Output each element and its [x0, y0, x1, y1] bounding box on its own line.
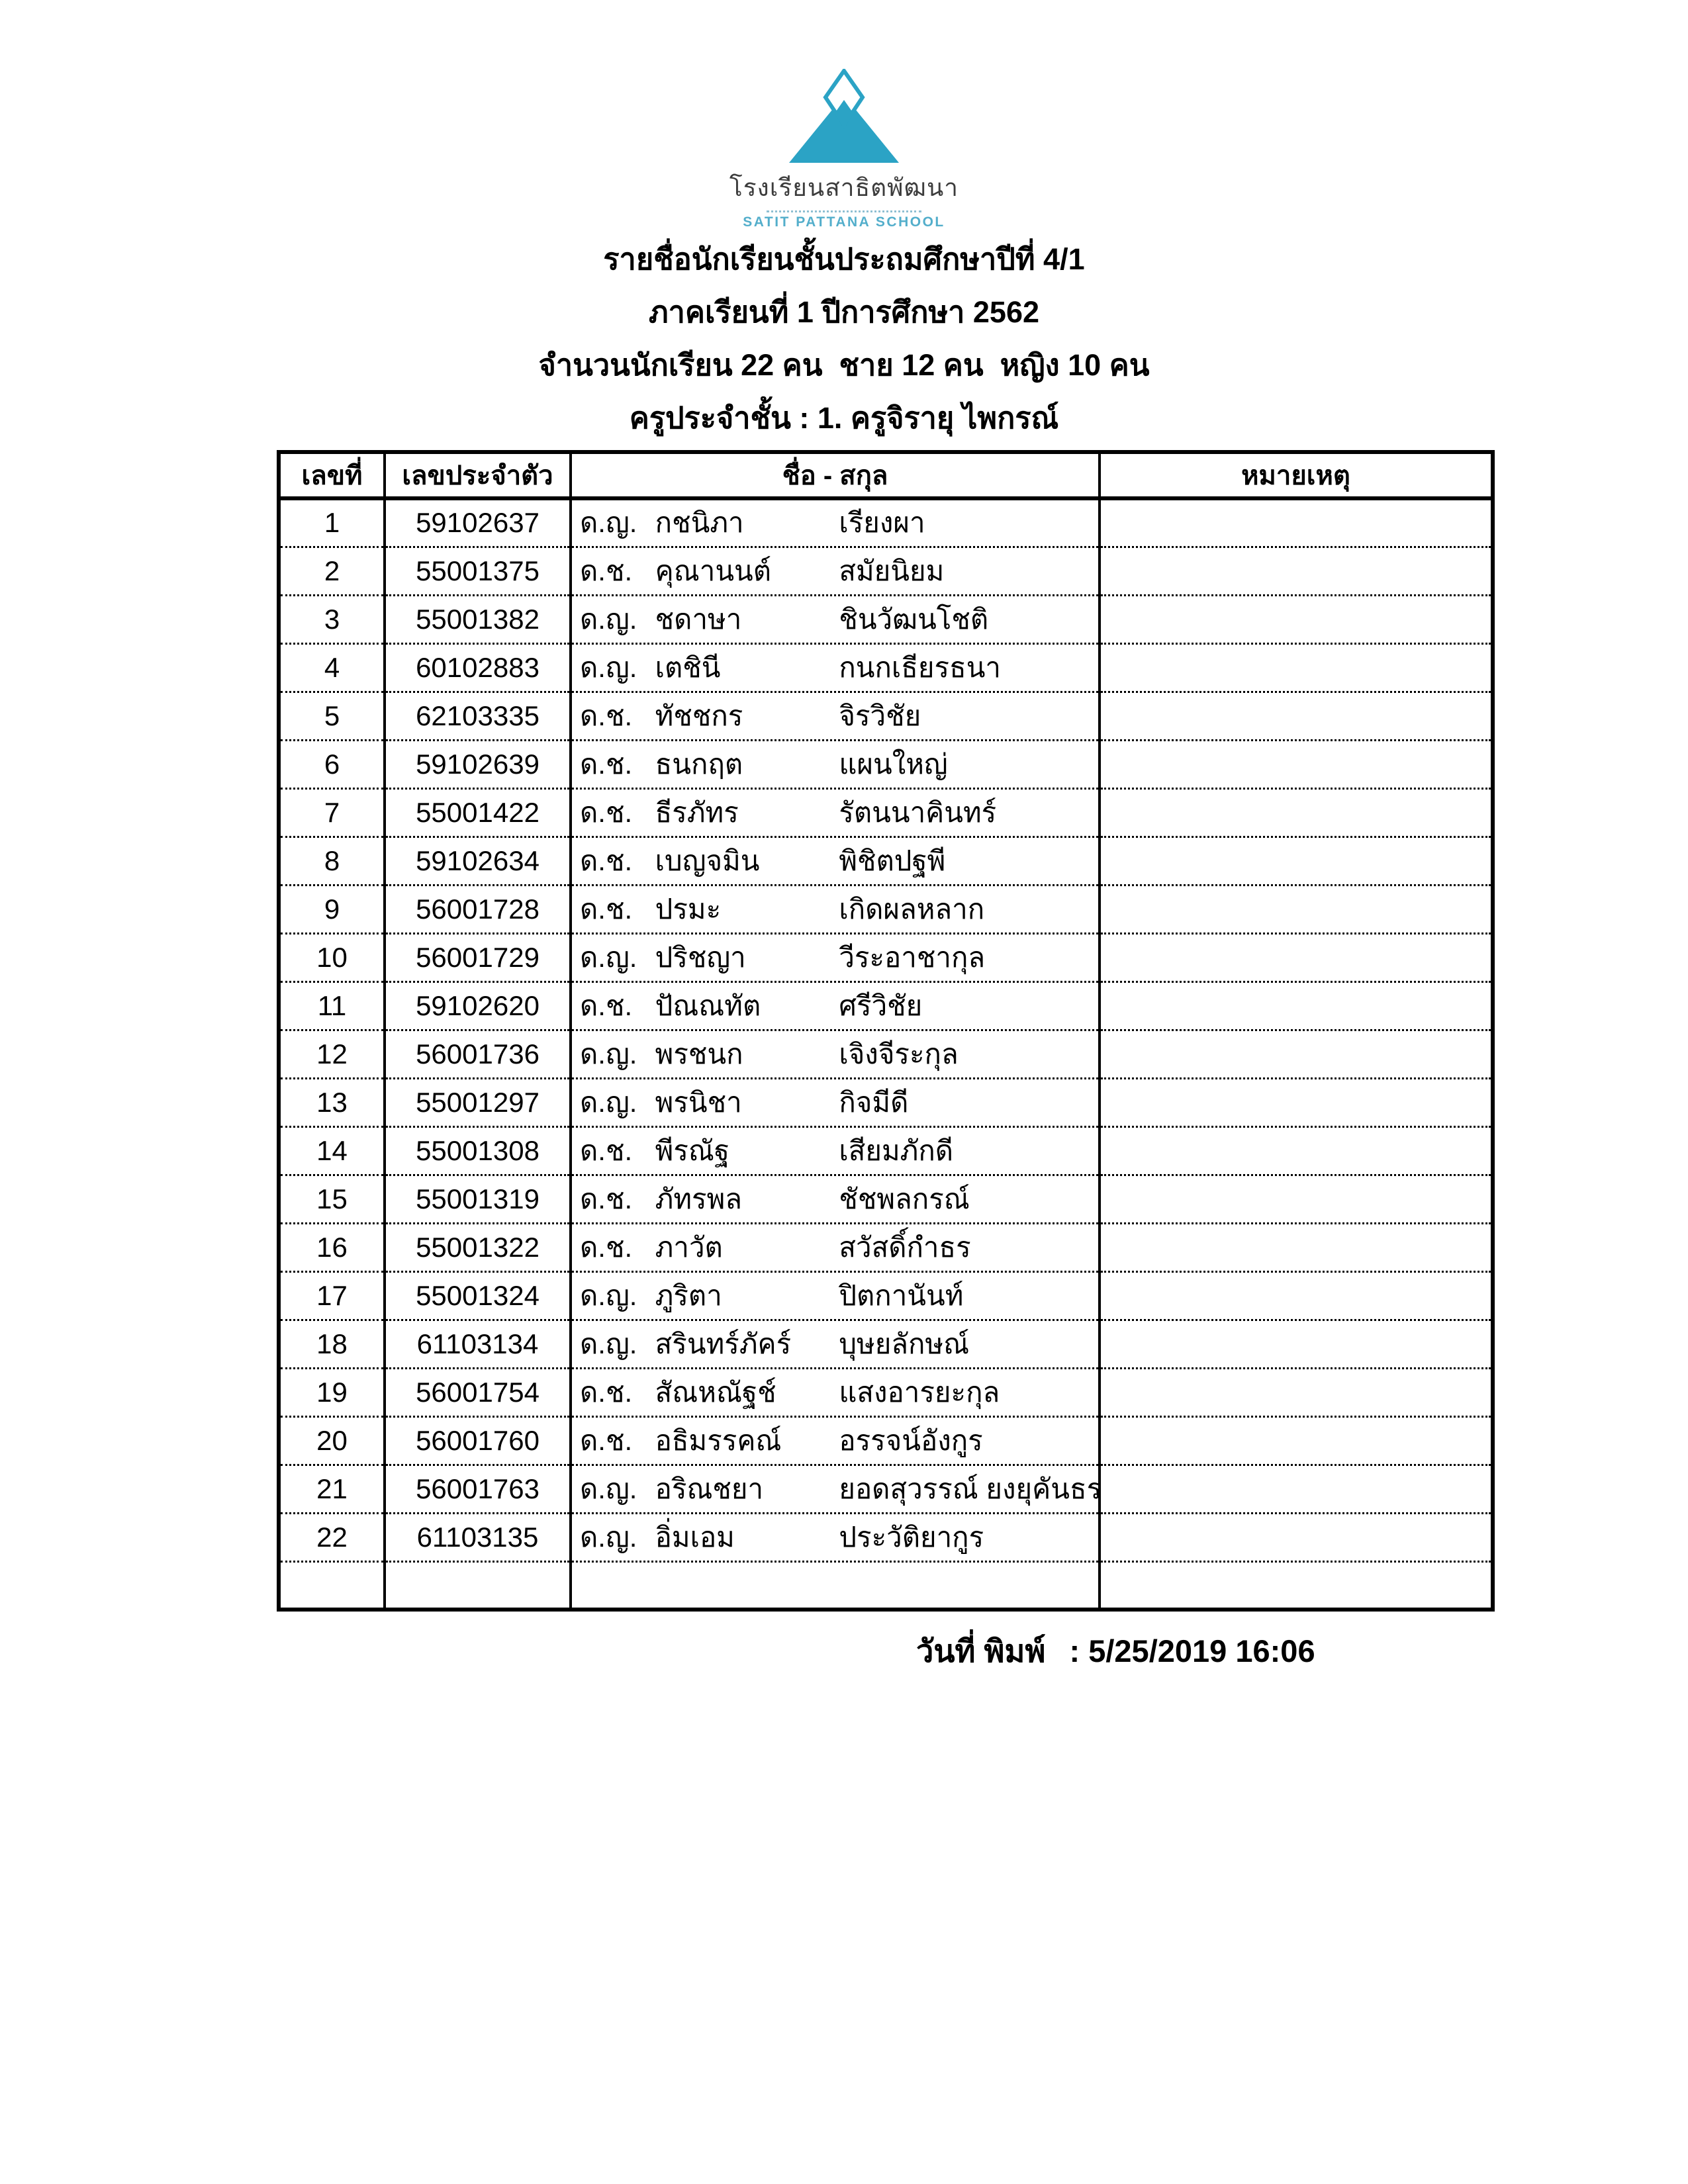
name-title-prefix: ด.ช.: [580, 844, 633, 876]
name-title-prefix: ด.ช.: [580, 555, 633, 586]
cell-name: [571, 1126, 1100, 1175]
cell-name: [571, 981, 1100, 1030]
cell-student-id: 56001754: [385, 1368, 571, 1416]
cell-number: 5: [279, 692, 385, 740]
cell-note: [1100, 643, 1493, 692]
cell-number: 2: [279, 547, 385, 595]
name-title-prefix: ด.ญ.: [580, 941, 637, 973]
cell-note: [1100, 1126, 1493, 1175]
cell-student-id: 56001736: [385, 1030, 571, 1078]
student-row: [279, 1561, 1493, 1610]
student-table-body: [279, 498, 1493, 1610]
name-first: อธิมรรคณ์: [655, 1424, 782, 1456]
name-title-prefix: ด.ญ.: [580, 603, 637, 635]
name-title-prefix: ด.ญ.: [580, 1328, 637, 1359]
student-row: [279, 595, 1493, 643]
cell-name: [571, 692, 1100, 740]
name-first: ชดาษา: [655, 603, 742, 635]
cell-note: [1100, 981, 1493, 1030]
name-title-prefix: ด.ช.: [580, 989, 633, 1021]
name-last: กิจมีดี: [839, 1086, 909, 1118]
name-last: ประวัติยากูร: [839, 1521, 984, 1553]
cell-name: [571, 1561, 1100, 1610]
name-last: สมัยนิยม: [839, 555, 945, 586]
cell-number: 21: [279, 1465, 385, 1513]
cell-name: [571, 1513, 1100, 1561]
cell-student-id: 59102620: [385, 981, 571, 1030]
name-title-prefix: ด.ญ.: [580, 1521, 637, 1553]
name-last: วีระอาชากุล: [839, 941, 986, 973]
name-last: ยอดสุวรรณ์ ยงยุคันธร: [839, 1473, 1102, 1504]
student-row: [279, 643, 1493, 692]
name-last: เกิดผลหลาก: [839, 893, 985, 925]
cell-number: 7: [279, 788, 385, 837]
name-first: พรนิชา: [655, 1086, 742, 1118]
name-first: ภาวัต: [655, 1231, 723, 1263]
cell-student-id: 61103134: [385, 1320, 571, 1368]
name-first: เบญจมิน: [655, 844, 760, 876]
student-row: [279, 788, 1493, 837]
cell-student-id: 55001324: [385, 1271, 571, 1320]
school-logo: [0, 0, 1688, 230]
teacher-line: ครูประจำชั้น : 1. ครูจิรายุ ไพกรณ์: [629, 401, 1059, 435]
cell-student-id: 55001422: [385, 788, 571, 837]
col-header-number: เลขที่: [279, 452, 385, 498]
student-row: [279, 498, 1493, 547]
cell-name: [571, 740, 1100, 788]
student-row: [279, 692, 1493, 740]
cell-note: [1100, 1223, 1493, 1271]
school-name-thai: โรงเรียนสาธิตพัฒนา: [729, 174, 959, 201]
name-first: สรินทร์ภัคร์: [655, 1328, 792, 1359]
cell-name: [571, 595, 1100, 643]
student-row: [279, 1320, 1493, 1368]
cell-note: [1100, 1561, 1493, 1610]
cell-name: [571, 1416, 1100, 1465]
name-first: พีรณัฐ: [655, 1134, 730, 1166]
name-first: พรชนก: [655, 1038, 743, 1069]
cell-student-id: 56001729: [385, 933, 571, 981]
cell-note: [1100, 1465, 1493, 1513]
cell-name: [571, 1368, 1100, 1416]
cell-name: [571, 1465, 1100, 1513]
name-first: อริณชยา: [655, 1473, 764, 1504]
name-title-prefix: ด.ช.: [580, 700, 633, 731]
cell-note: [1100, 740, 1493, 788]
name-last: ศรีวิชัย: [839, 989, 923, 1021]
cell-number: 14: [279, 1126, 385, 1175]
cell-student-id: 59102634: [385, 837, 571, 885]
cell-number: 16: [279, 1223, 385, 1271]
student-row: [279, 547, 1493, 595]
student-row: [279, 837, 1493, 885]
cell-number: 8: [279, 837, 385, 885]
cell-name: [571, 1223, 1100, 1271]
cell-note: [1100, 1078, 1493, 1126]
cell-note: [1100, 1030, 1493, 1078]
student-row: [279, 1271, 1493, 1320]
print-date-label: วันที่ พิมพ์: [916, 1633, 1046, 1668]
name-title-prefix: ด.ญ.: [580, 1279, 637, 1311]
student-row: [279, 1368, 1493, 1416]
cell-number: 3: [279, 595, 385, 643]
name-first: สัณหณัฐช์: [655, 1376, 776, 1408]
cell-name: [571, 1271, 1100, 1320]
name-last: แสงอารยะกุล: [839, 1376, 1000, 1408]
col-header-student-id: เลขประจำตัว: [385, 452, 571, 498]
cell-student-id: 55001382: [385, 595, 571, 643]
cell-student-id: 55001319: [385, 1175, 571, 1223]
cell-note: [1100, 1416, 1493, 1465]
name-last: ชินวัฒนโชติ: [839, 603, 989, 635]
cell-note: [1100, 788, 1493, 837]
logo-divider: [767, 210, 921, 212]
cell-student-id: 62103335: [385, 692, 571, 740]
cell-note: [1100, 595, 1493, 643]
name-last: ปิตกานันท์: [839, 1279, 964, 1311]
student-row: [279, 1030, 1493, 1078]
name-last: พิชิตปฐพี: [839, 844, 946, 876]
print-date-line: [0, 1626, 1688, 1676]
school-name-english: SATIT PATTANA SCHOOL: [743, 214, 945, 230]
name-title-prefix: ด.ช.: [580, 1231, 633, 1263]
cell-name: [571, 885, 1100, 933]
cell-student-id: 56001728: [385, 885, 571, 933]
cell-number: 9: [279, 885, 385, 933]
name-title-prefix: ด.ญ.: [580, 1038, 637, 1069]
cell-student-id: 56001760: [385, 1416, 571, 1465]
student-row: [279, 1175, 1493, 1223]
cell-note: [1100, 498, 1493, 547]
cell-number: 10: [279, 933, 385, 981]
cell-note: [1100, 1513, 1493, 1561]
cell-number: 11: [279, 981, 385, 1030]
name-last: เสียมภักดี: [839, 1134, 954, 1166]
cell-name: [571, 498, 1100, 547]
col-header-name: ชื่อ - สกุล: [571, 452, 1100, 498]
cell-student-id: 55001297: [385, 1078, 571, 1126]
name-title-prefix: ด.ช.: [580, 1134, 633, 1166]
student-row: [279, 1126, 1493, 1175]
name-title-prefix: ด.ช.: [580, 1424, 633, 1456]
cell-note: [1100, 1368, 1493, 1416]
cell-student-id: 55001308: [385, 1126, 571, 1175]
cell-student-id: 59102637: [385, 498, 571, 547]
cell-student-id: 60102883: [385, 643, 571, 692]
cell-note: [1100, 933, 1493, 981]
cell-student-id: 55001375: [385, 547, 571, 595]
name-first: ทัชชกร: [655, 700, 743, 731]
cell-note: [1100, 692, 1493, 740]
name-title-prefix: ด.ช.: [580, 893, 633, 925]
name-last: กนกเธียรธนา: [839, 651, 1002, 683]
cell-note: [1100, 885, 1493, 933]
table-header-row: [279, 452, 1493, 498]
name-first: เตชินี: [655, 651, 721, 683]
cell-note: [1100, 1271, 1493, 1320]
print-date-value: : 5/25/2019 16:06: [1069, 1633, 1315, 1668]
cell-number: 17: [279, 1271, 385, 1320]
cell-number: 6: [279, 740, 385, 788]
student-table: [277, 450, 1495, 1612]
name-first: ธีรภัทร: [655, 796, 739, 828]
cell-number: 4: [279, 643, 385, 692]
name-title-prefix: ด.ช.: [580, 796, 633, 828]
student-row: [279, 1078, 1493, 1126]
cell-name: [571, 837, 1100, 885]
cell-number: 15: [279, 1175, 385, 1223]
cell-student-id: 61103135: [385, 1513, 571, 1561]
cell-number: 20: [279, 1416, 385, 1465]
name-last: จิรวิชัย: [839, 700, 921, 731]
name-first: ปรมะ: [655, 893, 722, 925]
cell-note: [1100, 1175, 1493, 1223]
name-first: ภูริตา: [655, 1279, 722, 1311]
name-first: คุณานนต์: [655, 555, 772, 586]
student-row: [279, 981, 1493, 1030]
cell-student-id: [385, 1561, 571, 1610]
cell-number: 22: [279, 1513, 385, 1561]
name-title-prefix: ด.ญ.: [580, 1086, 637, 1118]
name-last: อรรจน์อังกูร: [839, 1424, 983, 1456]
name-last: เจิงจีระกุล: [839, 1038, 959, 1069]
name-title-prefix: ด.ญ.: [580, 651, 637, 683]
name-title-prefix: ด.ช.: [580, 1183, 633, 1214]
school-logo-icon: [784, 69, 904, 165]
semester-line: ภาคเรียนที่ 1 ปีการศึกษา 2562: [648, 295, 1039, 329]
cell-student-id: 56001763: [385, 1465, 571, 1513]
cell-number: 19: [279, 1368, 385, 1416]
col-header-note: หมายเหตุ: [1100, 452, 1493, 498]
name-last: สวัสดิ์กำธร: [839, 1231, 971, 1263]
student-row: [279, 1223, 1493, 1271]
name-first: ปัณณทัต: [655, 989, 761, 1021]
student-count-line: จำนวนนักเรียน 22 คน ชาย 12 คน หญิง 10 คน: [538, 348, 1150, 382]
cell-note: [1100, 1320, 1493, 1368]
cell-number: [279, 1561, 385, 1610]
name-title-prefix: ด.ช.: [580, 1376, 633, 1408]
page-title: รายชื่อนักเรียนชั้นประถมศึกษาปีที่ 4/1: [603, 242, 1085, 276]
name-first: อิ่มเอม: [655, 1521, 735, 1553]
cell-name: [571, 1175, 1100, 1223]
cell-name: [571, 933, 1100, 981]
name-last: รัตนนาคินทร์: [839, 796, 997, 828]
name-title-prefix: ด.ช.: [580, 748, 633, 780]
cell-number: 13: [279, 1078, 385, 1126]
cell-note: [1100, 547, 1493, 595]
cell-number: 12: [279, 1030, 385, 1078]
name-first: ภัทรพล: [655, 1183, 743, 1214]
cell-student-id: 55001322: [385, 1223, 571, 1271]
name-last: ชัชพลกรณ์: [839, 1183, 970, 1214]
cell-number: 18: [279, 1320, 385, 1368]
name-last: บุษยลักษณ์: [839, 1328, 970, 1359]
cell-note: [1100, 837, 1493, 885]
cell-name: [571, 1078, 1100, 1126]
cell-name: [571, 788, 1100, 837]
cell-name: [571, 643, 1100, 692]
cell-name: [571, 1030, 1100, 1078]
cell-number: 1: [279, 498, 385, 547]
name-title-prefix: ด.ญ.: [580, 1473, 637, 1504]
name-first: ปริชญา: [655, 941, 746, 973]
name-title-prefix: ด.ญ.: [580, 507, 637, 539]
document-header: [0, 233, 1688, 445]
cell-name: [571, 1320, 1100, 1368]
name-last: เรียงผา: [839, 507, 925, 539]
student-row: [279, 1416, 1493, 1465]
student-row: [279, 885, 1493, 933]
cell-name: [571, 547, 1100, 595]
name-first: ธนกฤต: [655, 748, 743, 780]
name-first: กชนิภา: [655, 507, 744, 539]
student-row: [279, 933, 1493, 981]
cell-student-id: 59102639: [385, 740, 571, 788]
name-last: แผนใหญ่: [839, 748, 948, 780]
student-row: [279, 1465, 1493, 1513]
student-row: [279, 1513, 1493, 1561]
student-row: [279, 740, 1493, 788]
